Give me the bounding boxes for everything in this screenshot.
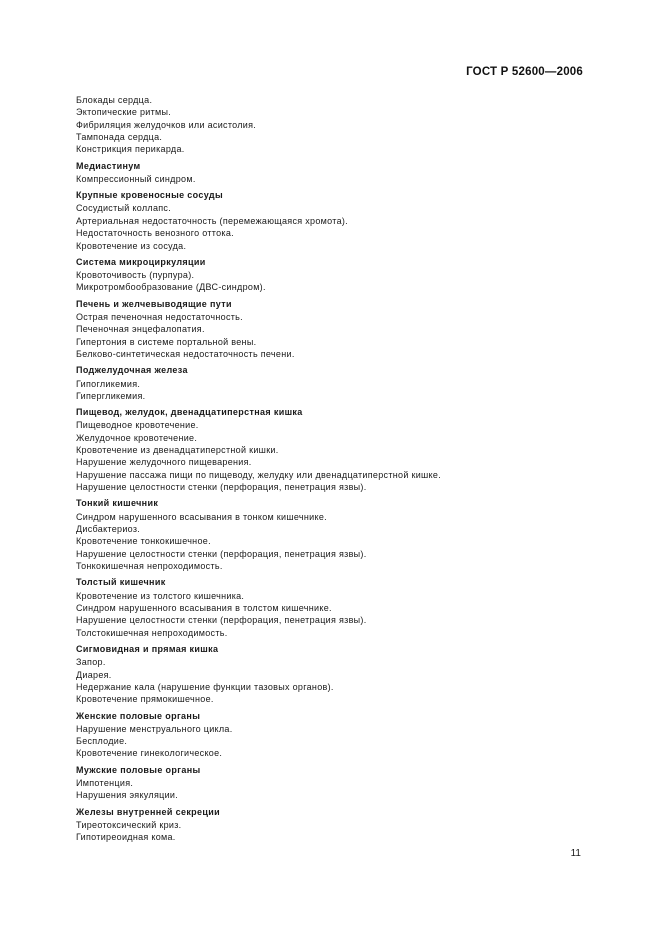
list-item: Толстокишечная непроходимость.	[76, 627, 228, 638]
list-item: Импотенция.	[76, 777, 134, 788]
list-item: Кровотечение из сосуда.	[76, 240, 187, 251]
list-item: Нарушение пассажа пищи по пищеводу, желудку или двенадцатиперстной кишке.	[76, 469, 442, 480]
list-item: Печеночная энцефалопатия.	[76, 324, 205, 335]
section-title: Мужские половые органы	[76, 764, 201, 775]
document-body	[76, 94, 596, 848]
section	[76, 710, 596, 760]
section	[76, 576, 596, 639]
list-item: Гипергликемия.	[76, 390, 146, 401]
list-item: Нарушение целостности стенки (перфорация, пенетрация язвы).	[76, 482, 367, 493]
intro-list	[76, 94, 596, 156]
list-item: Белково-синтетическая недостаточность печени.	[76, 348, 295, 359]
list-item: Недостаточность венозного оттока.	[76, 228, 234, 239]
list-item: Пищеводное кровотечение.	[76, 420, 199, 431]
section	[76, 189, 596, 252]
section	[76, 406, 596, 493]
list-item: Кровоточивость (пурпура).	[76, 270, 195, 281]
section	[76, 298, 596, 361]
section-title: Медиастинум	[76, 160, 141, 171]
list-item: Тиреотоксический криз.	[76, 819, 182, 830]
list-item: Острая печеночная недостаточность.	[76, 311, 243, 322]
list-item: Кровотечение из двенадцатиперстной кишки.	[76, 445, 279, 456]
list-item: Гипотиреоидная кома.	[76, 832, 176, 843]
list-item: Кровотечение прямокишечное.	[76, 694, 214, 705]
list-item: Гипертония в системе портальной вены.	[76, 336, 257, 347]
list-item: Кровотечение гинекологическое.	[76, 748, 223, 759]
page-number: 11	[570, 848, 581, 859]
section-title: Железы внутренней секреции	[76, 806, 221, 817]
list-item: Желудочное кровотечение.	[76, 432, 198, 443]
section-title: Система микроциркуляции	[76, 256, 206, 267]
list-item: Нарушения эякуляции.	[76, 790, 179, 801]
list-item: Нарушение желудочного пищеварения.	[76, 457, 252, 468]
section-title: Толстый кишечник	[76, 577, 166, 588]
section-title: Сигмовидная и прямая кишка	[76, 643, 219, 654]
list-item: Тампонада сердца.	[76, 132, 163, 143]
list-item: Блокады сердца.	[76, 95, 153, 105]
list-item: Артериальная недостаточность (перемежающаяся хромота).	[76, 215, 348, 226]
list-item: Нарушение менструального цикла.	[76, 723, 233, 734]
section	[76, 256, 596, 294]
list-item: Кровотечение тонкокишечное.	[76, 536, 211, 547]
section	[76, 497, 596, 572]
section-title: Женские половые органы	[76, 710, 201, 721]
list-item: Гипогликемия.	[76, 378, 141, 389]
section	[76, 806, 596, 844]
section-title: Пищевод, желудок, двенадцатиперстная кишка	[76, 407, 303, 418]
section	[76, 160, 596, 186]
section-title: Печень и желчевыводящие пути	[76, 298, 232, 309]
document-code: ГОСТ Р 52600—2006	[466, 66, 583, 78]
section-title: Крупные кровеносные сосуды	[76, 190, 223, 201]
list-item: Кровотечение из толстого кишечника.	[76, 590, 245, 601]
section	[76, 364, 596, 402]
list-item: Запор.	[76, 657, 106, 668]
list-item: Фибриляция желудочков или асистолия.	[76, 119, 257, 130]
list-item: Констрикция перикарда.	[76, 144, 185, 155]
list-item: Нарушение целостности стенки (перфорация, пенетрация язвы).	[76, 615, 367, 626]
list-item: Синдром нарушенного всасывания в тонком кишечнике.	[76, 511, 327, 522]
list-item: Компрессионный синдром.	[76, 173, 196, 184]
list-item: Синдром нарушенного всасывания в толстом кишечнике.	[76, 602, 332, 613]
list-item: Диарея.	[76, 669, 112, 680]
list-item: Микротромбообразование (ДВС-синдром).	[76, 282, 266, 293]
section	[76, 643, 596, 706]
section-title: Поджелудочная железа	[76, 365, 188, 376]
list-item: Сосудистый коллапс.	[76, 203, 172, 214]
list-item: Недержание кала (нарушение функции тазовых органов).	[76, 681, 334, 692]
list-item: Дисбактериоз.	[76, 524, 141, 535]
list-item: Нарушение целостности стенки (перфорация, пенетрация язвы).	[76, 548, 367, 559]
section	[76, 764, 596, 802]
section-title: Тонкий кишечник	[76, 498, 159, 509]
list-item: Бесплодие.	[76, 736, 128, 747]
list-item: Эктопические ритмы.	[76, 107, 172, 118]
list-item: Тонкокишечная непроходимость.	[76, 561, 223, 572]
sections-container	[76, 160, 596, 844]
